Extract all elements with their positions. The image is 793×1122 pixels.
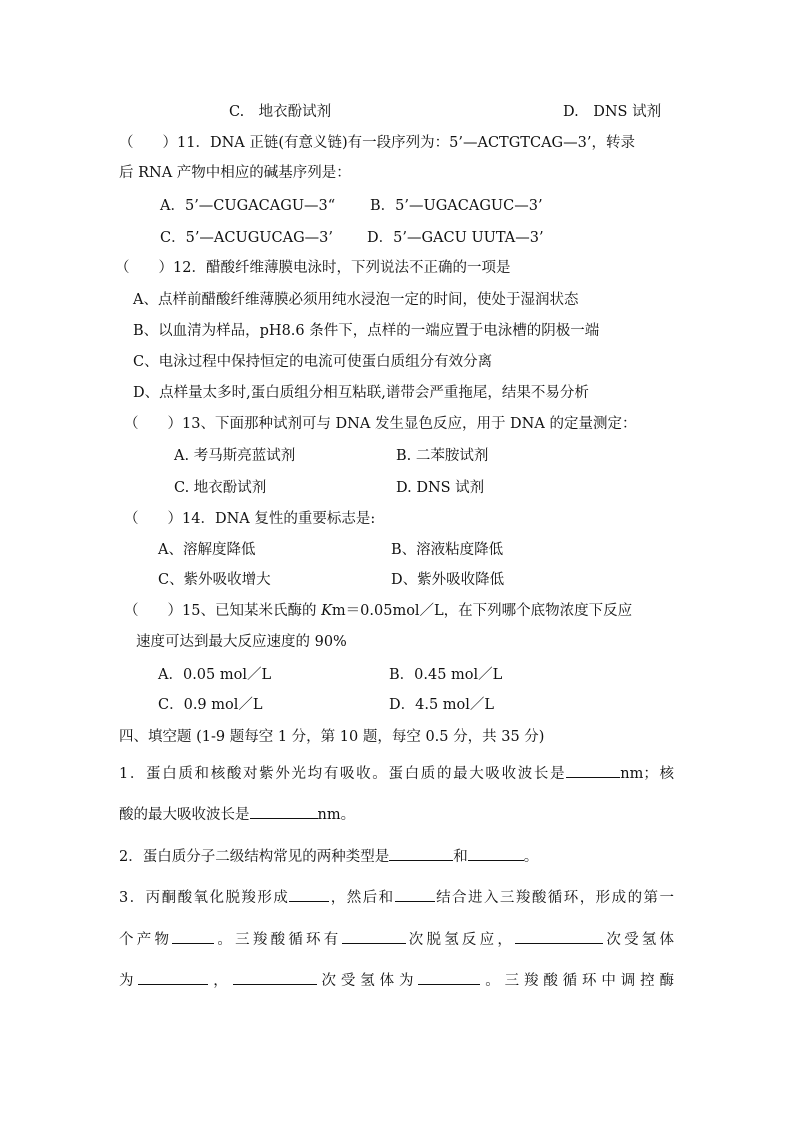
q11-option-d: D．5’—GACU UUTA—3’ [367, 230, 544, 246]
fill-3-line-3: 为 ， 次受氢体为 。三羧酸循环中调控酶 [119, 970, 674, 991]
q13-option-b: B. 二苯胺试剂 [396, 448, 489, 464]
blank-field[interactable] [342, 929, 406, 944]
answer-paren[interactable]: （ ） [124, 416, 182, 432]
blank-field[interactable] [389, 846, 453, 861]
q13-option-c: C. 地衣酚试剂 [174, 480, 267, 496]
question-14-stem: （ ）14．DNA 复性的重要标志是: [124, 511, 376, 527]
km-symbol: K [321, 603, 332, 619]
q14-option-c: C、紫外吸收增大 [158, 572, 271, 588]
question-11-stem: （ ）11．DNA 正链(有意义链)有一段序列为：5’—ACTGTCAG—3’，转录 [119, 135, 635, 151]
question-11-stem-cont: 后 RNA 产物中相应的碱基序列是： [119, 165, 351, 181]
blank-field[interactable] [418, 970, 480, 985]
q15-option-a: A．0.05 mol／L [158, 667, 272, 683]
blank-field[interactable] [289, 887, 329, 902]
answer-paren[interactable]: （ ） [124, 603, 182, 619]
fill-3-line-1: 3．丙酮酸氧化脱羧形成 ，然后和 结合进入三羧酸循环，形成的第一 [119, 887, 674, 908]
q15-option-b: B．0.45 mol／L [389, 667, 503, 683]
answer-paren[interactable]: （ ） [124, 511, 182, 527]
blank-field[interactable] [468, 846, 524, 861]
q13-option-d: D. DNS 试剂 [396, 480, 485, 496]
q11-option-a: A．5’—CUGACAGU—3“ [160, 198, 336, 214]
q11-option-c: C．5’—ACUGUCAG—3’ [160, 230, 334, 246]
blank-field[interactable] [250, 804, 318, 819]
blank-field[interactable] [566, 763, 620, 778]
q14-option-d: D、紫外吸收降低 [391, 572, 505, 588]
q12-option-a: A、点样前醋酸纤维薄膜必须用纯水浸泡一定的时间，使处于湿润状态 [133, 292, 579, 308]
question-15-stem-cont: 速度可达到最大反应速度的 90% [136, 634, 347, 650]
question-12-stem: （ ）12．醋酸纤维薄膜电泳时，下列说法不正确的一项是 [115, 260, 511, 276]
option-d-top: D. DNS 试剂 [563, 104, 662, 120]
blank-field[interactable] [172, 929, 214, 944]
q11-option-b: B．5’—UGACAGUC—3’ [370, 198, 543, 214]
question-15-stem: （ ）15、已知某米氏酶的 Km＝0.05mol／L，在下列哪个底物浓度下反应 [124, 603, 633, 619]
blank-field[interactable] [233, 970, 317, 985]
section-4-title: 四、填空题 (1-9 题每空 1 分，第 10 题，每空 0.5 分，共 35 分) [119, 729, 545, 745]
blank-field[interactable] [138, 970, 208, 985]
q14-option-a: A、溶解度降低 [158, 542, 256, 558]
q12-option-b: B、以血清为样品，pH8.6 条件下，点样的一端应置于电泳槽的阴极一端 [133, 323, 600, 339]
q15-option-d: D．4.5 mol／L [389, 697, 495, 713]
question-13-stem: （ ）13、下面那种试剂可与 DNA 发生显色反应，用于 DNA 的定量测定： [124, 416, 637, 432]
option-c-top: C. 地衣酚试剂 [229, 104, 332, 120]
blank-field[interactable] [515, 929, 603, 944]
q14-option-b: B、溶液粘度降低 [391, 542, 504, 558]
blank-field[interactable] [395, 887, 435, 902]
q13-option-a: A. 考马斯亮蓝试剂 [174, 448, 296, 464]
fill-3-line-2: 个产物 。三羧酸循环有 次脱氢反应， 次受氢体 [119, 929, 674, 950]
q12-option-d: D、点样量太多时,蛋白质组分相互粘联,谱带会严重拖尾，结果不易分析 [133, 385, 589, 401]
q12-option-c: C、电泳过程中保持恒定的电流可使蛋白质组分有效分离 [133, 354, 493, 370]
fill-1-line-2: 酸的最大吸收波长是 nm。 [119, 804, 355, 825]
answer-paren[interactable]: （ ） [119, 135, 177, 151]
fill-1-line-1: 1．蛋白质和核酸对紫外光均有吸收。蛋白质的最大吸收波长是 nm；核 [119, 763, 674, 784]
q15-option-c: C．0.9 mol／L [158, 697, 263, 713]
answer-paren[interactable]: （ ） [115, 260, 173, 276]
fill-2-line: 2．蛋白质分子二级结构常见的两种类型是 和 。 [119, 846, 538, 867]
